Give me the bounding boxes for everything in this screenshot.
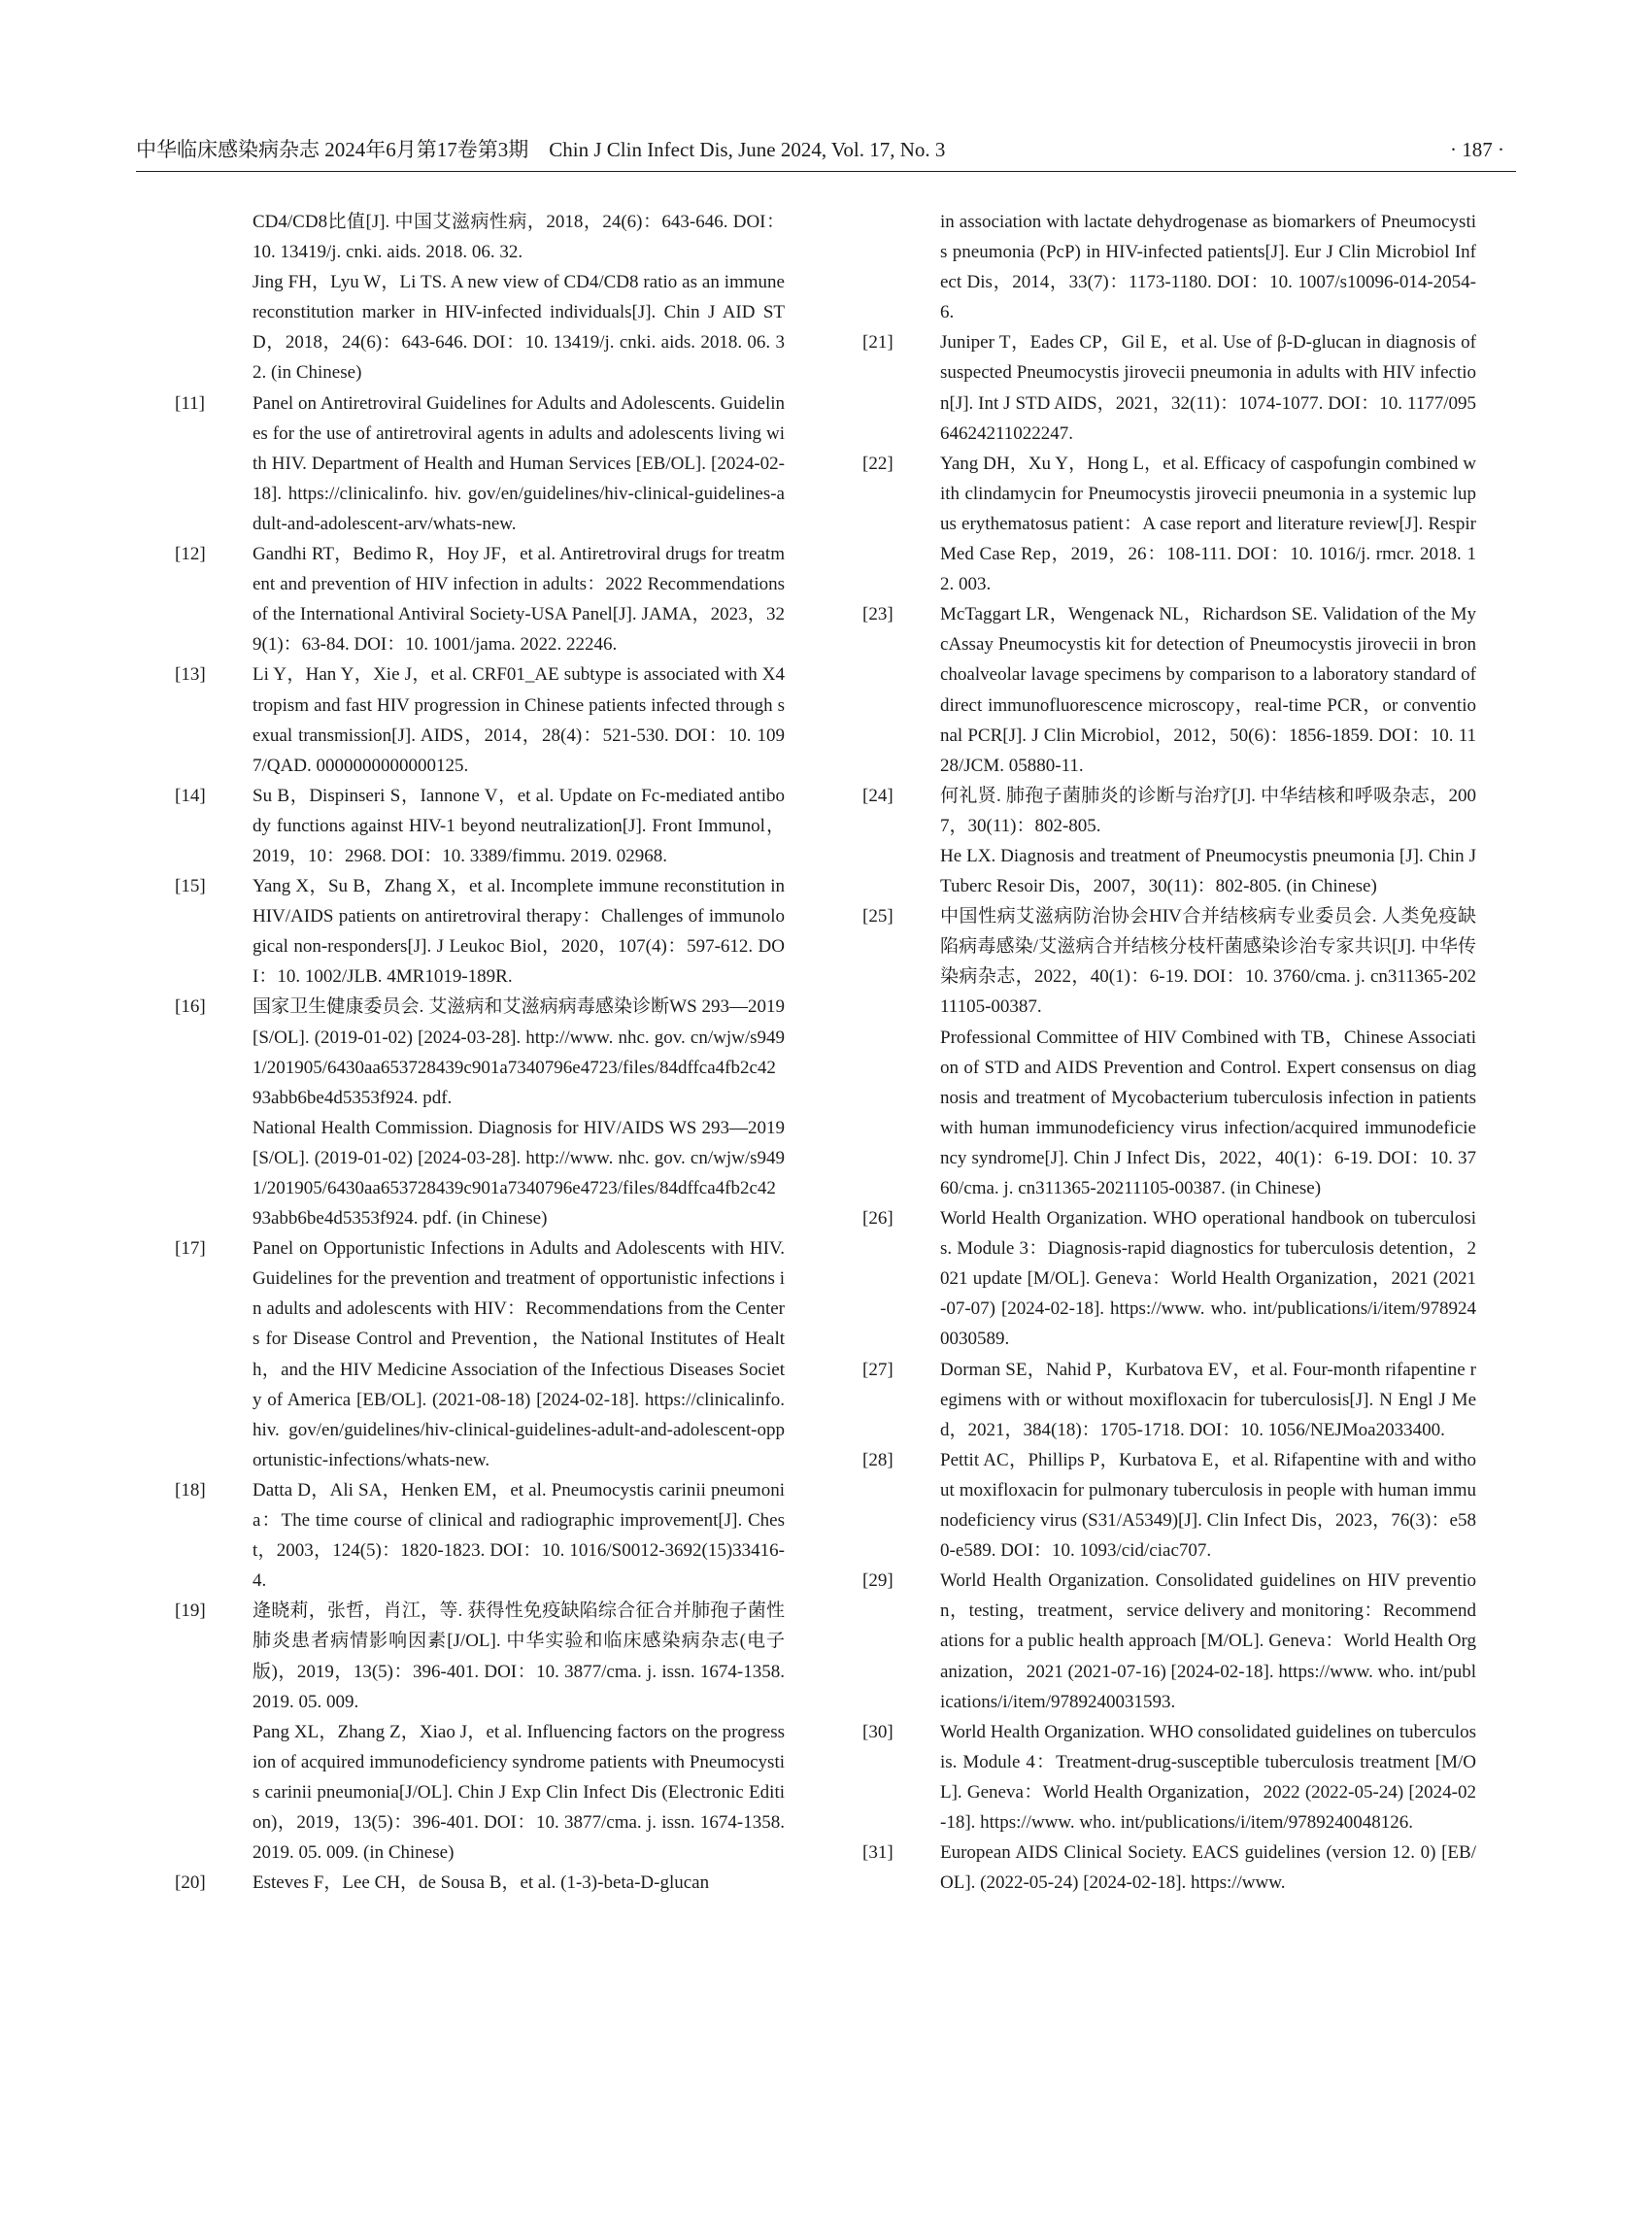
reference-number: [29] bbox=[862, 1570, 893, 1592]
reference-number: [31] bbox=[862, 1842, 893, 1864]
reference-text: 国家卫生健康委员会. 艾滋病和艾滋病病毒感染诊断WS 293—2019 [S/OL]. (2019-01-02) [2024-03-28]. http://www. nhc. gov. cn/wjw/s9491/201905/6430aa653728439c901a7340796e4723/files/84dffca4fb2c4293abb6be4d5353f924. pdf. bbox=[253, 996, 785, 1108]
reference-number: [24] bbox=[862, 785, 893, 806]
reference-translation: Jing FH，Lyu W，Li TS. A new view of CD4/CD8 ratio as an immune reconstitution marker in HIV-infected individuals[J]. Chin J AID STD，2018，24(6)：643-646. DOI：10. 13419/j. cnki. aids. 2018. 06. 32. (in Chinese) bbox=[253, 272, 785, 384]
reference-text: Panel on Opportunistic Infections in Adults and Adolescents with HIV. Guidelines for the prevention and treatment of opportunistic infections in adults and adolescents with HIV：Recommendations from the Centers for Disease Control and Prevention，the National Institutes of Health，and the HIV Medicine Association of the Infectious Diseases Society of America [EB/OL]. (2021-08-18) [2024-02-18]. https://clinicalinfo. hiv. gov/en/guidelines/hiv-clinical-guidelines-adult-and-adolescent-opportunistic-infections/whats-new. bbox=[253, 1238, 785, 1470]
reference-number: [21] bbox=[862, 332, 893, 354]
reference-item bbox=[175, 539, 785, 659]
reference-text: Yang X，Su B，Zhang X，et al. Incomplete immune reconstitution in HIV/AIDS patients on antiretroviral therapy：Challenges of immunological non-responders[J]. J Leukoc Biol，2020，107(4)：597-612. DOI：10. 1002/JLB. 4MR1019-189R. bbox=[253, 876, 785, 988]
reference-number: [20] bbox=[175, 1872, 206, 1894]
reference-item bbox=[862, 599, 1476, 781]
journal-citation: 中华临床感染病杂志 2024年6月第17卷第3期 Chin J Clin Infect Dis, June 2024, Vol. 17, No. 3 bbox=[136, 138, 946, 161]
reference-text: World Health Organization. Consolidated guidelines on HIV prevention，testing，treatment，service delivery and monitoring：Recommendations for a public health approach [M/OL]. Geneva：World Health Organization，2021 (2021-07-16) [2024-02-18]. https://www. who. int/publications/i/item/9789240031593. bbox=[940, 1570, 1476, 1712]
reference-text: European AIDS Clinical Society. EACS guidelines (version 12. 0) [EB/OL]. (2022-05-24) [2024-02-18]. https://www. bbox=[940, 1842, 1476, 1894]
reference-item bbox=[862, 901, 1476, 1203]
reference-item bbox=[862, 781, 1476, 901]
reference-item bbox=[175, 1475, 785, 1596]
right-column bbox=[862, 207, 1476, 1898]
reference-item bbox=[862, 1837, 1476, 1898]
reference-item bbox=[175, 1233, 785, 1475]
reference-number: [12] bbox=[175, 544, 206, 565]
reference-number: [19] bbox=[175, 1601, 206, 1622]
reference-item bbox=[175, 388, 785, 539]
reference-translation: Professional Committee of HIV Combined with TB，Chinese Association of STD and AIDS Prevention and Control. Expert consensus on diagnosis and treatment of Mycobacterium tuberculosis infection in patients with human immunodeficiency virus infection/acquired immunodeficiency syndrome[J]. Chin J Infect Dis，2022，40(1)：6-19. DOI：10. 3760/cma. j. cn311365-20211105-00387. (in Chinese) bbox=[940, 1027, 1476, 1198]
reference-number: [13] bbox=[175, 664, 206, 686]
reference-item bbox=[862, 1445, 1476, 1566]
reference-number: [25] bbox=[862, 906, 893, 927]
reference-number: [27] bbox=[862, 1359, 893, 1380]
reference-number: [22] bbox=[862, 453, 893, 474]
reference-number: [14] bbox=[175, 785, 206, 806]
reference-item bbox=[862, 1566, 1476, 1716]
page-number: · 187 · bbox=[1450, 138, 1504, 161]
reference-text: in association with lactate dehydrogenase as biomarkers of Pneumocystis pneumonia (PcP) in HIV-infected patients[J]. Eur J Clin Microbiol Infect Dis，2014，33(7)：1173-1180. DOI：10. 1007/s10096-014-2054-6. bbox=[940, 212, 1476, 323]
reference-item bbox=[175, 871, 785, 992]
reference-number: [15] bbox=[175, 876, 206, 897]
reference-item bbox=[175, 1596, 785, 1868]
reference-text: CD4/CD8比值[J]. 中国艾滋病性病，2018，24(6)：643-646. DOI：10. 13419/j. cnki. aids. 2018. 06. 32. bbox=[253, 212, 785, 263]
reference-item bbox=[862, 1717, 1476, 1837]
reference-text: Yang DH，Xu Y，Hong L，et al. Efficacy of caspofungin combined with clindamycin for Pneumocystis jirovecii pneumonia in a systemic lupus erythematosus patient：A case report and literature review[J]. Respir Med Case Rep，2019，26：108-111. DOI：10. 1016/j. rmcr. 2018. 12. 003. bbox=[940, 453, 1476, 595]
reference-text: Panel on Antiretroviral Guidelines for Adults and Adolescents. Guidelines for the use of antiretroviral agents in adults and adolescents living with HIV. Department of Health and Human Services [EB/OL]. [2024-02-18]. https://clinicalinfo. hiv. gov/en/guidelines/hiv-clinical-guidelines-adult-and-adolescent-arv/whats-new. bbox=[253, 392, 785, 534]
reference-item bbox=[862, 1355, 1476, 1445]
reference-number: [30] bbox=[862, 1721, 893, 1742]
reference-text: Dorman SE，Nahid P，Kurbatova EV，et al. Four-month rifapentine regimens with or without moxifloxacin for tuberculosis[J]. N Engl J Med，2021，384(18)：1705-1718. DOI：10. 1056/NEJMoa2033400. bbox=[940, 1359, 1476, 1440]
continued-reference bbox=[862, 207, 1476, 327]
reference-translation: Pang XL，Zhang Z，Xiao J，et al. Influencing factors on the progression of acquired immunodeficiency syndrome patients with Pneumocystis carinii pneumonia[J/OL]. Chin J Exp Clin Infect Dis (Electronic Edition)，2019，13(5)：396-401. DOI：10. 3877/cma. j. issn. 1674-1358. 2019. 05. 009. (in Chinese) bbox=[253, 1721, 785, 1864]
left-column bbox=[175, 207, 785, 1898]
reference-text: 逄晓莉，张哲，肖江，等. 获得性免疫缺陷综合征合并肺孢子菌性肺炎患者病情影响因素[J/OL]. 中华实验和临床感染病杂志(电子版)，2019，13(5)：396-401. DOI：10. 3877/cma. j. issn. 1674-1358. 2019. 05. 009. bbox=[253, 1601, 785, 1712]
reference-text: 中国性病艾滋病防治协会HIV合并结核病专业委员会. 人类免疫缺陷病毒感染/艾滋病合并结核分枝杆菌感染诊治专家共识[J]. 中华传染病杂志，2022，40(1)：6-19. DOI：10. 3760/cma. j. cn311365-20211105-00387. bbox=[940, 906, 1476, 1018]
reference-text: World Health Organization. WHO operational handbook on tuberculosis. Module 3：Diagnosis-rapid diagnostics for tuberculosis detention，2021 update [M/OL]. Geneva：World Health Organization，2021 (2021-07-07) [2024-02-18]. https://www. who. int/publications/i/item/9789240030589. bbox=[940, 1208, 1476, 1350]
reference-item bbox=[862, 449, 1476, 599]
reference-text: 何礼贤. 肺孢子菌肺炎的诊断与治疗[J]. 中华结核和呼吸杂志，2007，30(11)：802-805. bbox=[940, 785, 1476, 836]
reference-number: [17] bbox=[175, 1238, 206, 1260]
reference-item bbox=[175, 992, 785, 1233]
reference-text: Li Y，Han Y，Xie J，et al. CRF01_AE subtype is associated with X4 tropism and fast HIV progression in Chinese patients infected through sexual transmission[J]. AIDS，2014，28(4)：521-530. DOI：10. 1097/QAD. 0000000000000125. bbox=[253, 664, 785, 776]
running-header bbox=[136, 132, 1516, 172]
reference-text: Juniper T，Eades CP，Gil E，et al. Use of β-D-glucan in diagnosis of suspected Pneumocystis jirovecii pneumonia in adults with HIV infection[J]. Int J STD AIDS，2021，32(11)：1074-1077. DOI：10. 1177/09564624211022247. bbox=[940, 332, 1476, 444]
reference-item bbox=[862, 1203, 1476, 1354]
reference-number: [23] bbox=[862, 604, 893, 625]
reference-number: [28] bbox=[862, 1449, 893, 1470]
reference-item bbox=[175, 1868, 785, 1898]
reference-item bbox=[862, 327, 1476, 448]
reference-item bbox=[175, 659, 785, 780]
reference-text: McTaggart LR，Wengenack NL，Richardson SE. Validation of the MycAssay Pneumocystis kit for detection of Pneumocystis jirovecii in bronchoalveolar lavage specimens by comparison to a laboratory standard of direct immunofluorescence microscopy，real-time PCR，or conventional PCR[J]. J Clin Microbiol，2012，50(6)：1856-1859. DOI：10. 1128/JCM. 05880-11. bbox=[940, 604, 1476, 776]
reference-text: Esteves F，Lee CH，de Sousa B，et al. (1-3)-beta-D-glucan bbox=[253, 1872, 710, 1894]
reference-number: [16] bbox=[175, 996, 206, 1018]
reference-number: [18] bbox=[175, 1479, 206, 1500]
reference-text: Datta D，Ali SA，Henken EM，et al. Pneumocystis carinii pneumonia：The time course of clinical and radiographic improvement[J]. Chest，2003，124(5)：1820-1823. DOI：10. 1016/S0012-3692(15)33416-4. bbox=[253, 1479, 785, 1592]
reference-number: [26] bbox=[862, 1208, 893, 1230]
reference-text: Su B，Dispinseri S，Iannone V，et al. Update on Fc-mediated antibody functions against HIV-1 beyond neutralization[J]. Front Immunol，2019，10：2968. DOI：10. 3389/fimmu. 2019. 02968. bbox=[253, 785, 785, 866]
reference-item bbox=[175, 781, 785, 871]
reference-translation: He LX. Diagnosis and treatment of Pneumocystis pneumonia [J]. Chin J Tuberc Resoir Dis，2007，30(11)：802-805. (in Chinese) bbox=[940, 845, 1476, 897]
reference-translation: National Health Commission. Diagnosis for HIV/AIDS WS 293—2019 [S/OL]. (2019-01-02) [2024-03-28]. http://www. nhc. gov. cn/wjw/s9491/201905/6430aa653728439c901a7340796e4723/files/84dffca4fb2c4293abb6be4d5353f924. pdf. (in Chinese) bbox=[253, 1117, 785, 1230]
reference-text: World Health Organization. WHO consolidated guidelines on tuberculosis. Module 4：Treatment-drug-susceptible tuberculosis treatment [M/OL]. Geneva：World Health Organization，2022 (2022-05-24) [2024-02-18]. https://www. who. int/publications/i/item/9789240048126. bbox=[940, 1721, 1476, 1833]
reference-text: Pettit AC，Phillips P，Kurbatova E，et al. Rifapentine with and without moxifloxacin for pulmonary tuberculosis in people with human immunodeficiency virus (S31/A5349)[J]. Clin Infect Dis，2023，76(3)：e580-e589. DOI：10. 1093/cid/ciac707. bbox=[940, 1449, 1476, 1562]
reference-text: Gandhi RT，Bedimo R，Hoy JF，et al. Antiretroviral drugs for treatment and prevention of HIV infection in adults：2022 Recommendations of the International Antiviral Society-USA Panel[J]. JAMA，2023，329(1)：63-84. DOI：10. 1001/jama. 2022. 22246. bbox=[253, 544, 785, 656]
reference-number: [11] bbox=[175, 392, 205, 414]
continued-reference bbox=[175, 207, 785, 388]
